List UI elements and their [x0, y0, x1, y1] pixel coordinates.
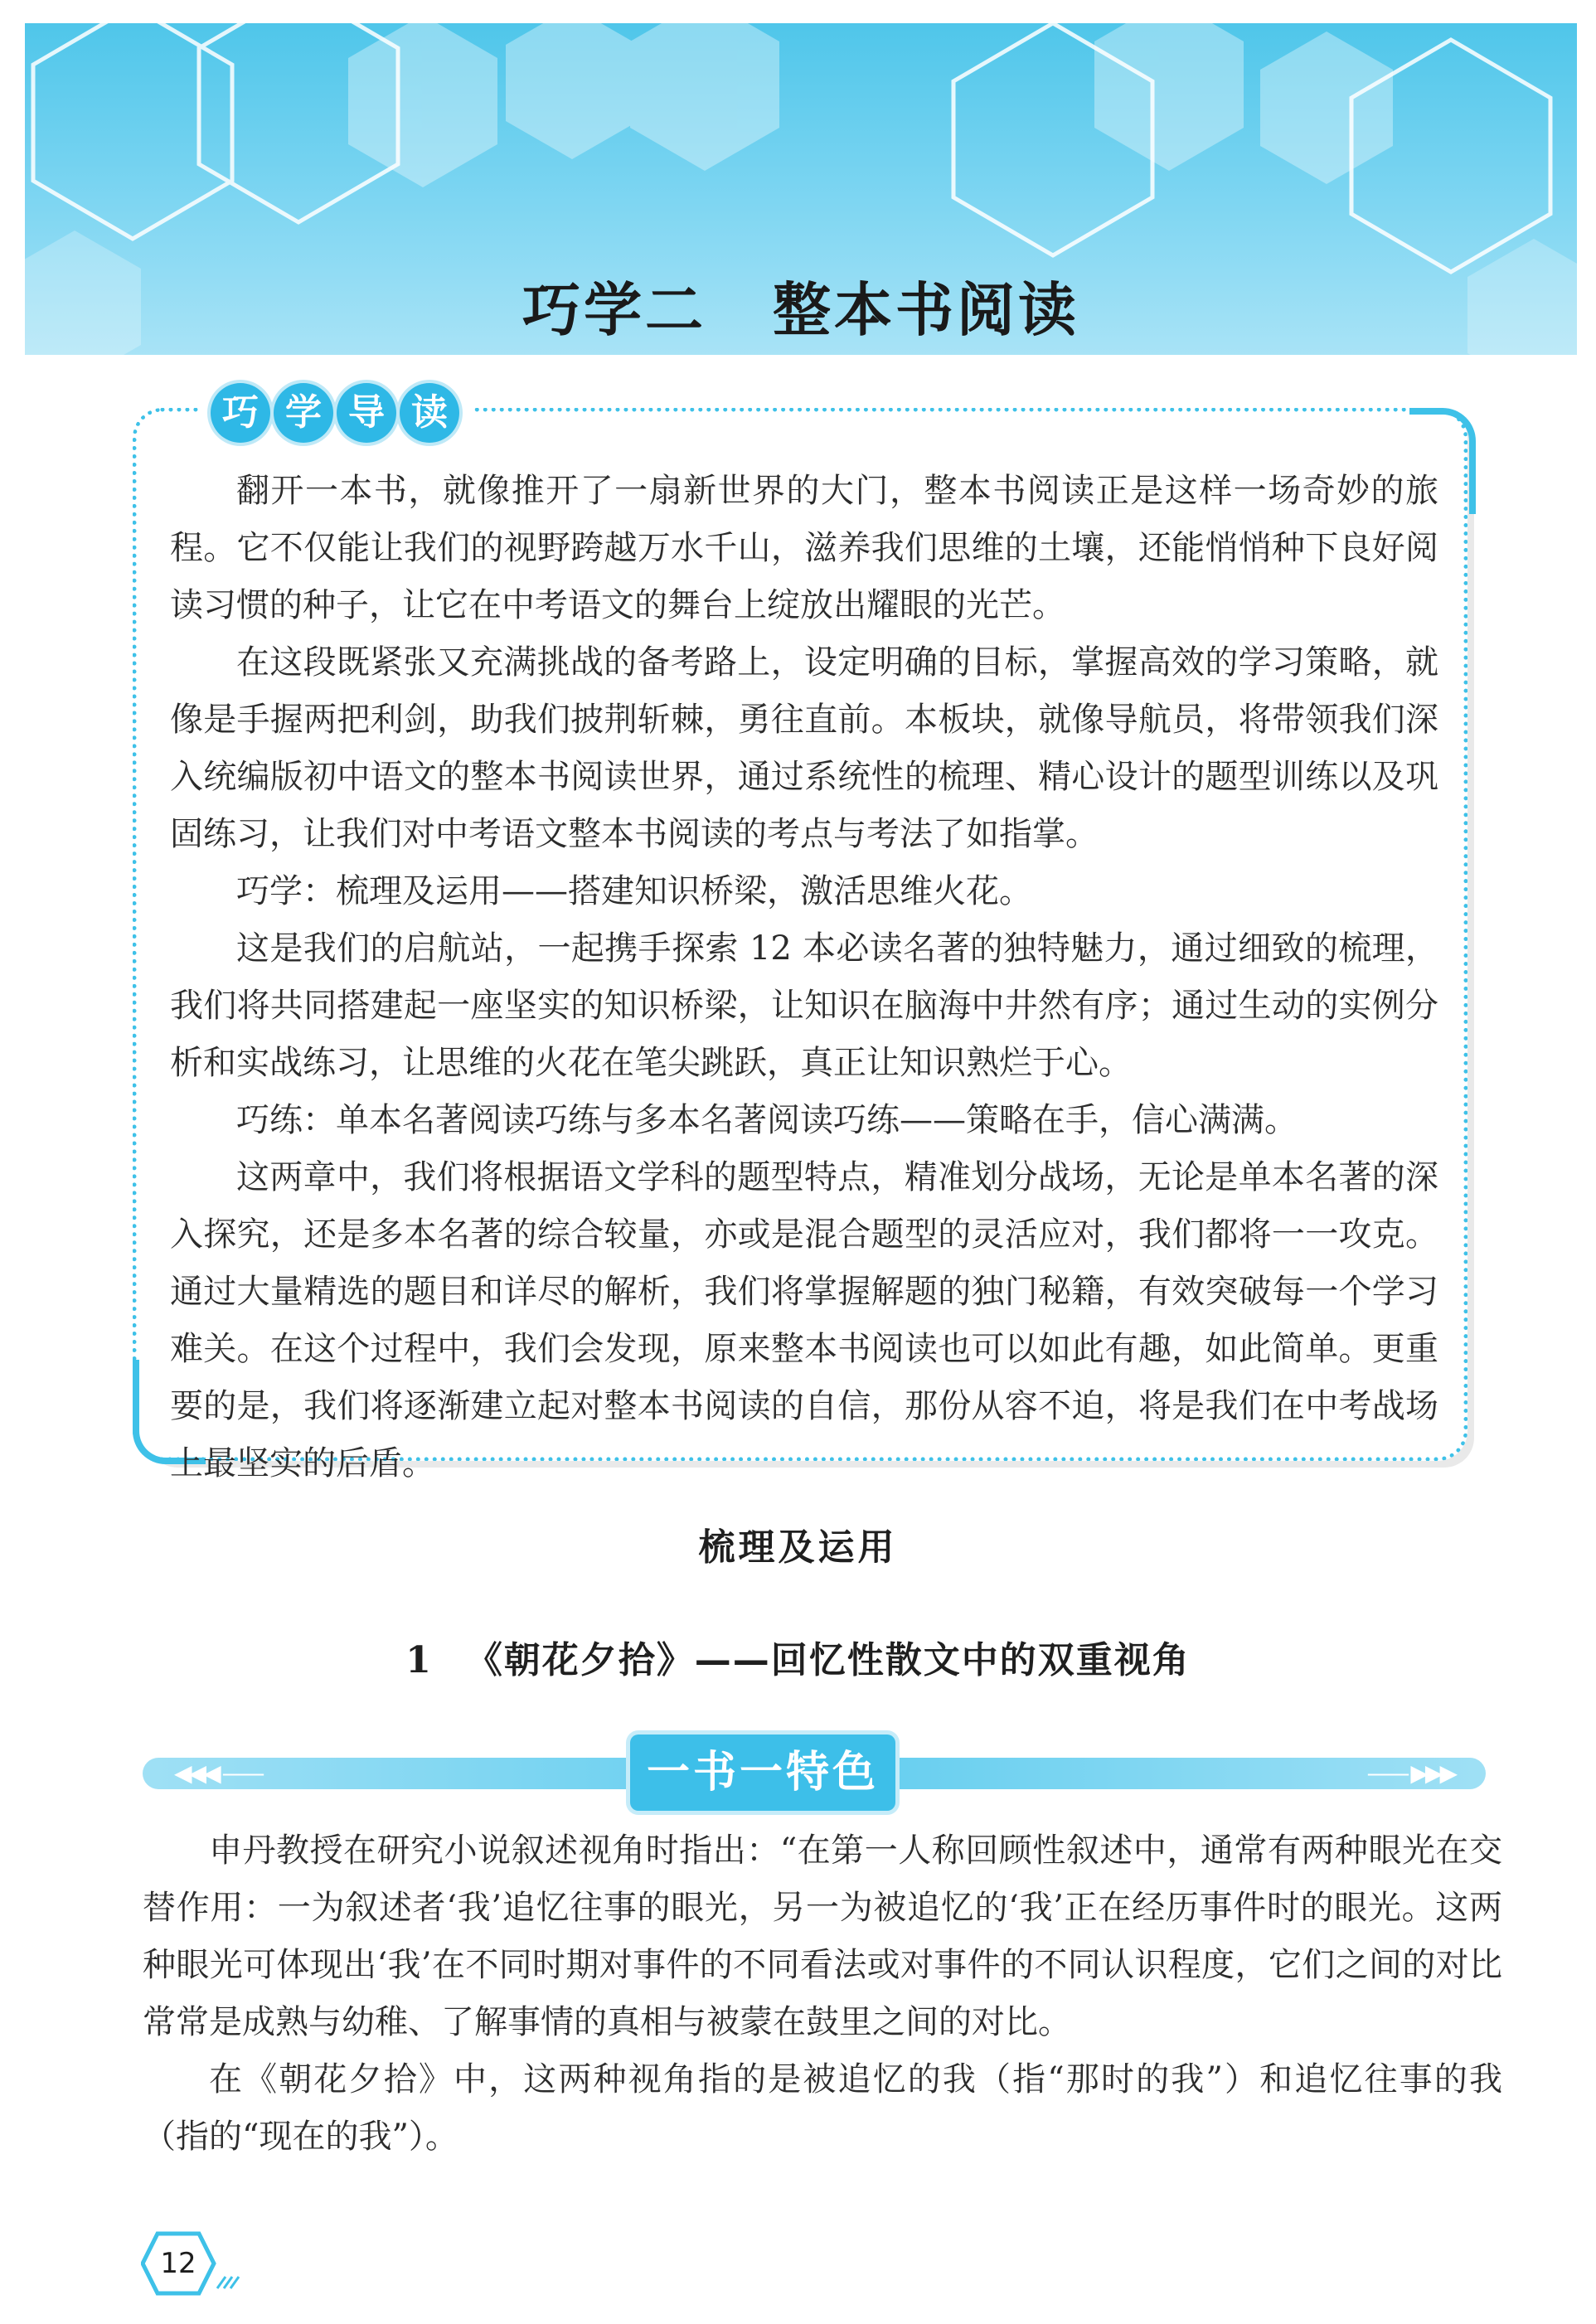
page-number: 12: [160, 2247, 196, 2280]
chapter-name: 整本书阅读: [773, 275, 1079, 344]
intro-paragraph: 这是我们的启航站，一起携手探索 12 本必读名著的独特魅力，通过细致的梳理，我们将共同搭建起一座坚实的知识桥梁，让知识在脑海中井然有序；通过生动的实例分析和实战练习，让思维的火花在笔尖跳跃，真正让知识熟烂于心。: [170, 929, 1438, 1082]
intro-paragraph: 翻开一本书，就像推开了一扇新世界的大门，整本书阅读正是这样一场奇妙的旅程。它不仅能让我们的视野跨越万水千山，滋养我们思维的土壤，还能悄悄种下良好阅读习惯的种子，让它在中考语文的舞台上绽放出耀眼的光芒。: [170, 472, 1438, 624]
section-heading: 梳理及运用: [698, 1526, 898, 1569]
intro-tag-char: 导: [337, 383, 396, 443]
body-paragraph: 在《朝花夕拾》中，这两种视角指的是被追忆的我（指“那时的我”）和追忆往事的我（指的“现在的我”）。: [143, 2060, 1502, 2156]
lesson-number: 1: [405, 1639, 433, 1681]
page-number-badge: [141, 2230, 216, 2297]
body-text: [143, 1822, 1502, 2166]
intro-text: [170, 463, 1438, 1492]
body-paragraph: 申丹教授在研究小说叙述视角时指出：“在第一人称回顾性叙述中，通常有两种眼光在交替作用：一为叙述者‘我’追忆往事的眼光，另一为被追忆的‘我’正在经历事件时的眼光。这两种眼光可体现出‘我’在不同时期对事件的不同看法或对事件的不同认识程度，它们之间的对比常常是成熟与幼稚、了解事情的真相与被蒙在鼓里之间的对比。: [143, 1832, 1502, 2041]
intro-tag: [199, 383, 471, 449]
lesson-title: 《朝花夕拾》——回忆性散文中的双重视角: [465, 1639, 1191, 1681]
chapter-title: [25, 264, 1577, 347]
intro-tag-char: 读: [400, 383, 459, 443]
arrows-left-icon: ◀◀◀ ——: [174, 1759, 262, 1787]
arrows-right-icon: —— ▶▶▶: [1366, 1759, 1454, 1787]
intro-paragraph: 在这段既紧张又充满挑战的备考路上，设定明确的目标，掌握高效的学习策略，就像是手握两把利剑，助我们披荆斩棘，勇往直前。本板块，就像导航员，将带领我们深入统编版初中语文的整本书阅读世界，通过系统性的梳理、精心设计的题型训练以及巩固练习，让我们对中考语文整本书阅读的考点与考法了如指掌。: [170, 643, 1438, 853]
intro-paragraph: 这两章中，我们将根据语文学科的题型特点，精准划分战场，无论是单本名著的深入探究，还是多本名著的综合较量，亦或是混合题型的灵活应对，我们都将一一攻克。通过大量精选的题目和详尽的解析，我们将掌握解题的独门秘籍，有效突破每一个学习难关。在这个过程中，我们会发现，原来整本书阅读也可以如此有趣，如此简单。更重要的是，我们将逐渐建立起对整本书阅读的自信，那份从容不迫，将是我们在中考战场上最坚实的后盾。: [170, 1158, 1438, 1482]
header-banner: [25, 23, 1577, 355]
chapter-label: 巧学二: [522, 275, 706, 344]
intro-tag-char: 学: [274, 383, 333, 443]
intro-tag-char: 巧: [211, 383, 270, 443]
intro-paragraph: 巧练：单本名著阅读巧练与多本名著阅读巧练——策略在手，信心满满。: [236, 1101, 1298, 1139]
feature-label: 一书一特色: [630, 1735, 895, 1811]
intro-paragraph: 巧学：梳理及运用——搭建知识桥梁，激活思维火花。: [236, 872, 1032, 910]
lesson-heading: [0, 1630, 1596, 1683]
